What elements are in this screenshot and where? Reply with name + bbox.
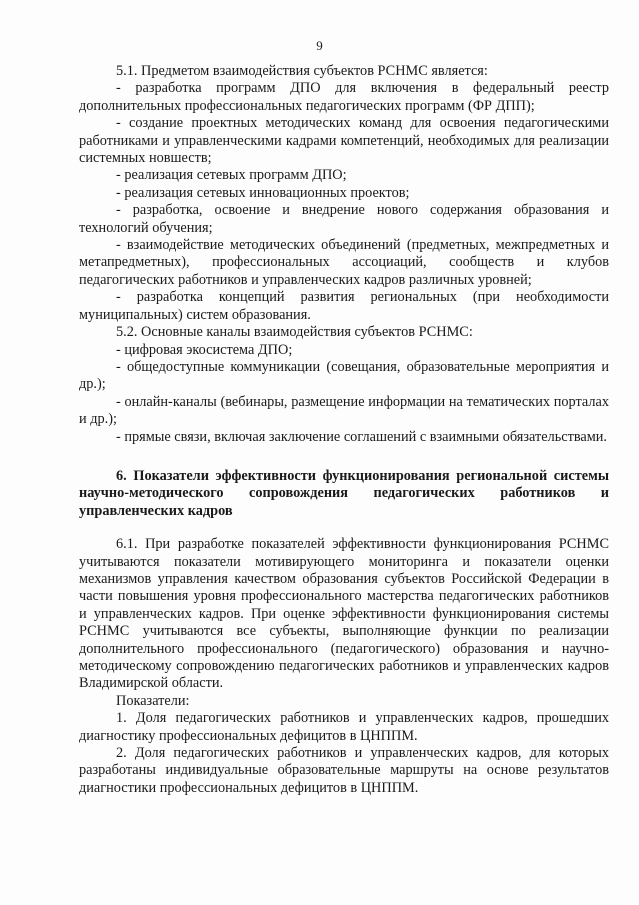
list-item: - создание проектных методических команд для освоения педагогическими работниками и управленческими кадрами компетенций, необходимых для реализации системных новшеств; [79, 115, 609, 167]
list-item: - реализация сетевых программ ДПО; [116, 167, 347, 184]
page-number: 9 [316, 38, 323, 53]
list-item: - разработка концепций развития региональных (при необходимости муниципальных) систем образования. [79, 289, 609, 323]
document-body [79, 63, 609, 797]
spacer [79, 520, 609, 536]
paragraph-5-2-intro: 5.2. Основные каналы взаимодействия субъектов РСНМС: [116, 324, 473, 341]
indicators-label: Показатели: [116, 692, 190, 709]
list-item: - разработка программ ДПО для включения в федеральный реестр дополнительных профессиональных педагогических программ (ФР ДПП); [79, 80, 609, 114]
list-item: - взаимодействие методических объединений (предметных, межпредметных и метапредметных), профессиональных ассоциаций, сообществ и клубов педагогических работников и управленческих кадров различных уровней; [79, 237, 609, 288]
list-item: - прямые связи, включая заключение соглашений с взаимными обязательствами. [116, 428, 608, 445]
paragraph-5-1-intro: 5.1. Предметом взаимодействия субъектов РСНМС является: [116, 63, 488, 79]
list-item: - общедоступные коммуникации (совещания, образовательные мероприятия и др.); [79, 358, 609, 393]
indicator-item: 1. Доля педагогических работников и управленческих кадров, прошедших диагностику профессиональных дефицитов в ЦНППМ. [79, 710, 609, 744]
indicator-item: 2. Доля педагогических работников и управленческих кадров, для которых разработаны индивидуальные образовательные маршруты на основе результатов диагностики профессиональных дефицитов в ЦНППМ. [79, 745, 609, 796]
section-6-heading: 6. Показатели эффективности функционирования региональной системы научно-методического сопровождения педагогических работников и управленческих кадров [79, 467, 609, 519]
list-item: - разработка, освоение и внедрение нового содержания образования и технологий обучения; [79, 202, 609, 236]
list-item: - реализация сетевых инновационных проектов; [116, 184, 410, 201]
list-item: - цифровая экосистема ДПО; [116, 341, 293, 358]
list-item: - онлайн-каналы (вебинары, размещение информации на тематических порталах и др.); [79, 393, 609, 428]
paragraph-6-1: 6.1. При разработке показателей эффективности функционирования РСНМС учитываются показатели мотивирующего мониторинга и показатели оценки механизмов управления качеством образования субъектов Российской Федерации в части повышения уровня профессионального мастерства педагогических работников и управленческих кадров. При оценке эффективности функционирования системы РСНМС учитываются все субъекты, выполняющие функции по реализации дополнительного профессионального (педагогического) образования и научно-методическому сопровождению педагогических работников и управленческих кадров Владимирской области. [79, 536, 609, 692]
